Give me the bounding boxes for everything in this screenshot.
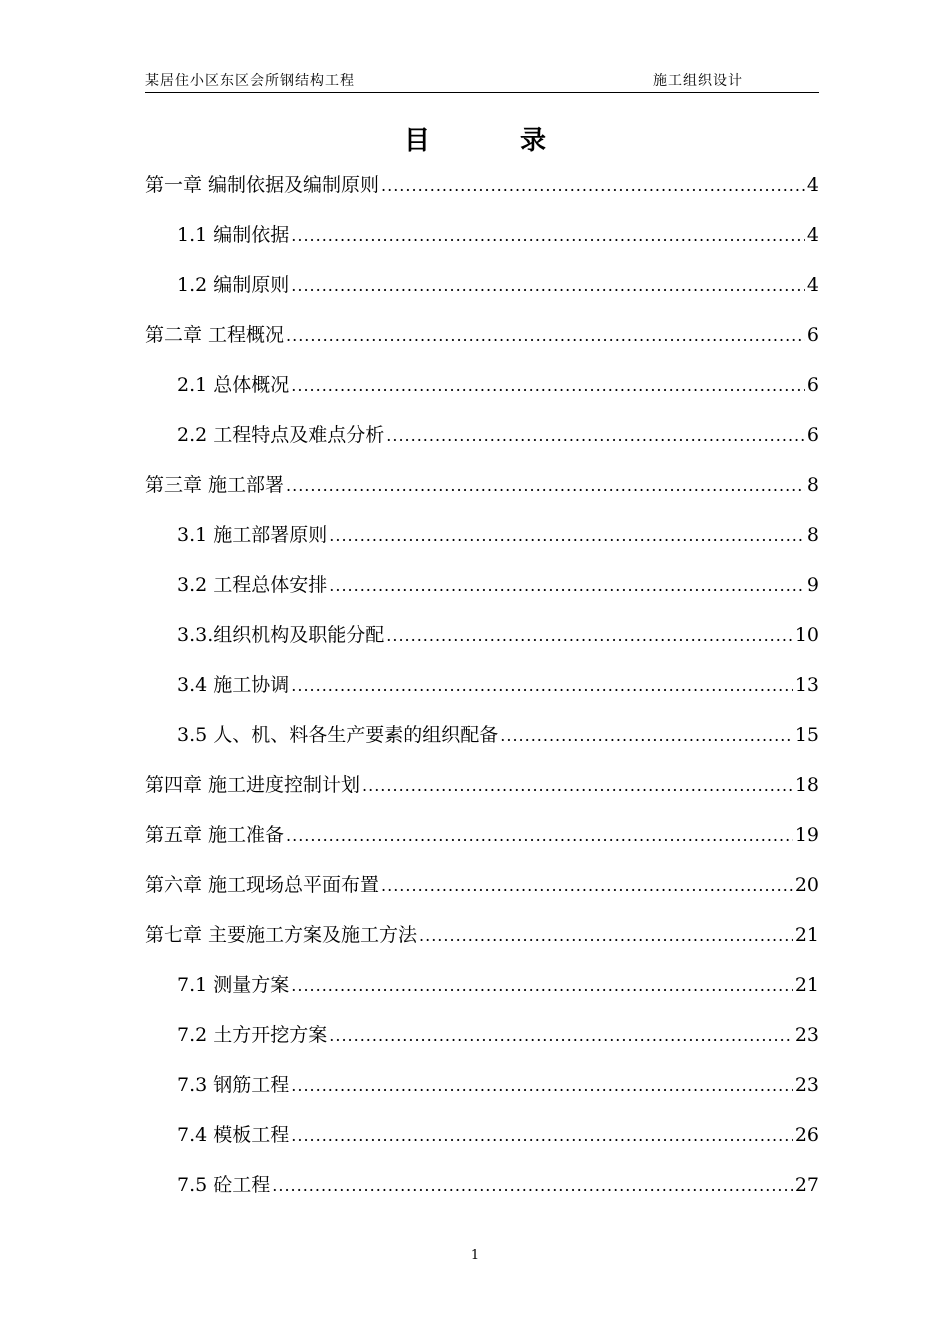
toc-entry-page: 9 [806, 574, 819, 596]
toc-entry-label: 第六章 施工现场总平面布置 [145, 874, 380, 896]
header-project-name: 某居住小区东区会所钢结构工程 [145, 73, 355, 89]
toc-entry-page: 6 [806, 374, 819, 396]
toc-entry-page: 21 [794, 974, 819, 996]
toc-entry-page: 4 [806, 224, 819, 246]
toc-entry[interactable] [145, 270, 819, 320]
toc-dot-leader [381, 876, 793, 895]
toc-dot-leader [291, 226, 805, 245]
toc-entry-label: 7.3 钢筋工程 [177, 1074, 290, 1096]
toc-dot-leader [286, 476, 805, 495]
toc-dot-leader [329, 526, 805, 545]
toc-entry[interactable] [145, 620, 819, 670]
toc-entry[interactable] [145, 520, 819, 570]
toc-entry-page: 8 [806, 524, 819, 546]
toc-dot-leader [386, 426, 805, 445]
toc-dot-leader [291, 376, 805, 395]
toc-entry-label: 第五章 施工准备 [145, 824, 285, 846]
toc-entry-label: 1.2 编制原则 [177, 274, 290, 296]
toc-title-char-1: 目 [403, 126, 430, 156]
toc-dot-leader [286, 326, 805, 345]
toc-entry-page: 23 [794, 1074, 819, 1096]
toc-dot-leader [291, 1076, 793, 1095]
toc-entry[interactable] [145, 720, 819, 770]
toc-entry[interactable] [145, 1070, 819, 1120]
header-document-type: 施工组织设计 [653, 73, 743, 89]
toc-dot-leader [381, 176, 805, 195]
toc-entry-page: 10 [794, 624, 819, 646]
page-header [145, 68, 819, 93]
toc-entry[interactable] [145, 670, 819, 720]
toc-entry[interactable] [145, 420, 819, 470]
toc-entry-label: 2.2 工程特点及难点分析 [177, 424, 385, 446]
toc-entry-label: 3.5 人、机、料各生产要素的组织配备 [177, 724, 499, 746]
toc-dot-leader [329, 1026, 793, 1045]
toc-entry-page: 4 [806, 274, 819, 296]
toc-title-char-2: 录 [520, 126, 547, 156]
toc-entry[interactable] [145, 170, 819, 220]
toc-entry-label: 第四章 施工进度控制计划 [145, 774, 361, 796]
toc-entry-page: 8 [806, 474, 819, 496]
toc-dot-leader [419, 926, 793, 945]
toc-entry[interactable] [145, 1170, 819, 1220]
toc-dot-leader [386, 626, 793, 645]
toc-title [0, 120, 950, 157]
toc-entry[interactable] [145, 1120, 819, 1170]
toc-entry[interactable] [145, 470, 819, 520]
toc-entry-label: 第七章 主要施工方案及施工方法 [145, 924, 418, 946]
toc-dot-leader [286, 826, 793, 845]
toc-dot-leader [291, 676, 793, 695]
toc-entry-page: 13 [794, 674, 819, 696]
toc-dot-leader [362, 776, 793, 795]
toc-entry-label: 3.4 施工协调 [177, 674, 290, 696]
toc-dot-leader [291, 276, 805, 295]
toc-entry-page: 15 [794, 724, 819, 746]
toc-entry-label: 第二章 工程概况 [145, 324, 285, 346]
page-number: 1 [470, 1248, 480, 1263]
toc-dot-leader [291, 976, 793, 995]
toc-entry-label: 7.4 模板工程 [177, 1124, 290, 1146]
toc-entry-label: 3.2 工程总体安排 [177, 574, 328, 596]
toc-dot-leader [272, 1176, 793, 1195]
toc-entry-label: 7.5 砼工程 [177, 1174, 271, 1196]
toc-entry[interactable] [145, 770, 819, 820]
toc-entry-page: 26 [794, 1124, 819, 1146]
toc-dot-leader [329, 576, 805, 595]
toc-dot-leader [291, 1126, 793, 1145]
toc-entry-page: 21 [794, 924, 819, 946]
toc-entry-label: 2.1 总体概况 [177, 374, 290, 396]
toc-entry[interactable] [145, 870, 819, 920]
toc-entry[interactable] [145, 1020, 819, 1070]
toc-entry-page: 20 [794, 874, 819, 896]
toc-entry-label: 第三章 施工部署 [145, 474, 285, 496]
toc-dot-leader [500, 726, 793, 745]
toc-entry-page: 19 [794, 824, 819, 846]
toc-entry-label: 3.3.组织机构及职能分配 [177, 624, 385, 646]
toc-entry[interactable] [145, 820, 819, 870]
toc-entry[interactable] [145, 220, 819, 270]
toc-entry-page: 6 [806, 324, 819, 346]
toc-entry-page: 4 [806, 174, 819, 196]
toc-entry-label: 第一章 编制依据及编制原则 [145, 174, 380, 196]
toc-entry-page: 27 [794, 1174, 819, 1196]
toc-entry[interactable] [145, 570, 819, 620]
toc-entry-label: 7.2 土方开挖方案 [177, 1024, 328, 1046]
toc-entry[interactable] [145, 370, 819, 420]
toc-entry[interactable] [145, 320, 819, 370]
table-of-contents [145, 170, 819, 1220]
toc-entry-page: 23 [794, 1024, 819, 1046]
toc-entry-label: 1.1 编制依据 [177, 224, 290, 246]
toc-entry[interactable] [145, 970, 819, 1020]
toc-entry-page: 6 [806, 424, 819, 446]
toc-entry[interactable] [145, 920, 819, 970]
toc-entry-label: 3.1 施工部署原则 [177, 524, 328, 546]
toc-entry-label: 7.1 测量方案 [177, 974, 290, 996]
toc-entry-page: 18 [794, 774, 819, 796]
